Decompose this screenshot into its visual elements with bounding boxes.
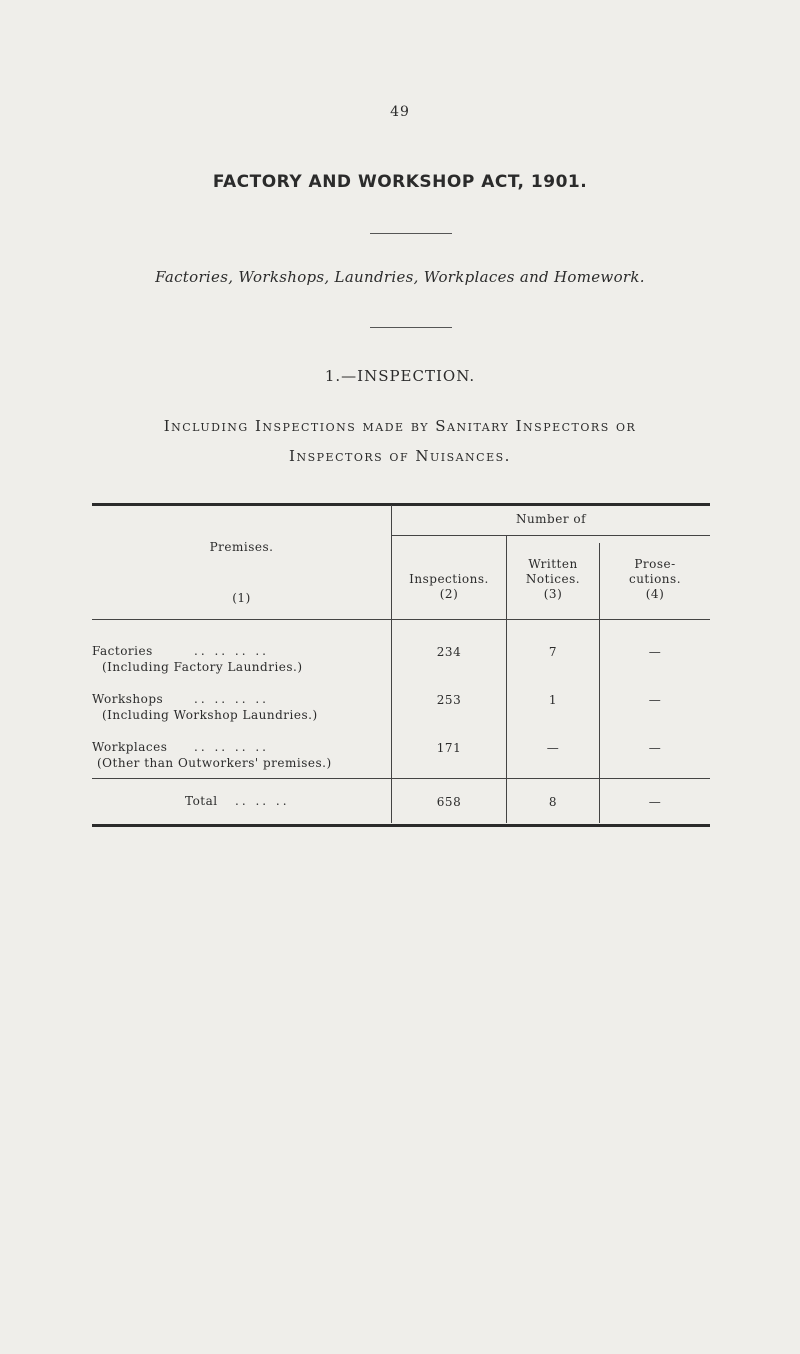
notices-col-num: (3) bbox=[543, 587, 563, 601]
page-number: 49 bbox=[390, 104, 410, 120]
notices-value: 7 bbox=[548, 645, 558, 659]
total-top-rule bbox=[92, 778, 710, 779]
prosecutions-value: — bbox=[648, 645, 662, 659]
notices-value: — bbox=[546, 741, 560, 755]
inspections-value: 253 bbox=[436, 693, 462, 707]
total-label: Total bbox=[185, 794, 218, 808]
group-header-rule bbox=[392, 535, 710, 536]
notices-value: 1 bbox=[548, 693, 558, 707]
prosecutions-header-line1: Prose- bbox=[634, 557, 676, 571]
prosecutions-value: — bbox=[648, 741, 662, 755]
total-notices: 8 bbox=[548, 795, 558, 809]
leader-dots: .. .. .. bbox=[235, 794, 290, 808]
inspections-header: Inspections. bbox=[409, 572, 489, 586]
act-title: FACTORY AND WORKSHOP ACT, 1901. bbox=[212, 172, 588, 192]
column-divider bbox=[391, 505, 392, 823]
premises-note: (Including Workshop Laundries.) bbox=[102, 708, 318, 722]
divider bbox=[370, 233, 452, 234]
section-subtitle-line2: Inspectors of Nuisances. bbox=[289, 447, 511, 465]
divider bbox=[370, 327, 452, 328]
premises-col-num: (1) bbox=[232, 591, 251, 605]
leader-dots: .. .. .. .. bbox=[194, 692, 269, 706]
table-top-rule bbox=[92, 503, 710, 506]
prosecutions-value: — bbox=[648, 693, 662, 707]
leader-dots: .. .. .. .. bbox=[194, 740, 269, 754]
prosecutions-col-num: (4) bbox=[645, 587, 665, 601]
table-bottom-rule bbox=[92, 824, 710, 827]
total-prosecutions: — bbox=[648, 795, 662, 809]
premises-note: (Including Factory Laundries.) bbox=[102, 660, 303, 674]
total-inspections: 658 bbox=[436, 795, 462, 809]
inspections-value: 171 bbox=[436, 741, 462, 755]
section-subtitle-line1: Including Inspections made by Sanitary Inspectors or bbox=[163, 417, 637, 435]
prosecutions-header-line2: cutions. bbox=[628, 572, 682, 586]
inspections-value: 234 bbox=[436, 645, 462, 659]
premises-header: Premises. bbox=[209, 540, 274, 554]
premises-note: (Other than Outworkers' premises.) bbox=[97, 756, 332, 770]
premises-label: Workshops bbox=[92, 692, 164, 706]
group-header: Number of bbox=[515, 512, 587, 526]
premises-label: Factories bbox=[92, 644, 153, 658]
leader-dots: .. .. .. .. bbox=[194, 644, 269, 658]
section-title: 1.—INSPECTION. bbox=[324, 367, 476, 385]
notices-header-line2: Notices. bbox=[525, 572, 581, 586]
premises-label: Workplaces bbox=[92, 740, 168, 754]
subtitle: Factories, Workshops, Laundries, Workplaces and Homework. bbox=[155, 268, 645, 286]
notices-header-line1: Written bbox=[528, 557, 578, 571]
inspections-col-num: (2) bbox=[439, 587, 459, 601]
header-bottom-rule bbox=[92, 619, 710, 620]
